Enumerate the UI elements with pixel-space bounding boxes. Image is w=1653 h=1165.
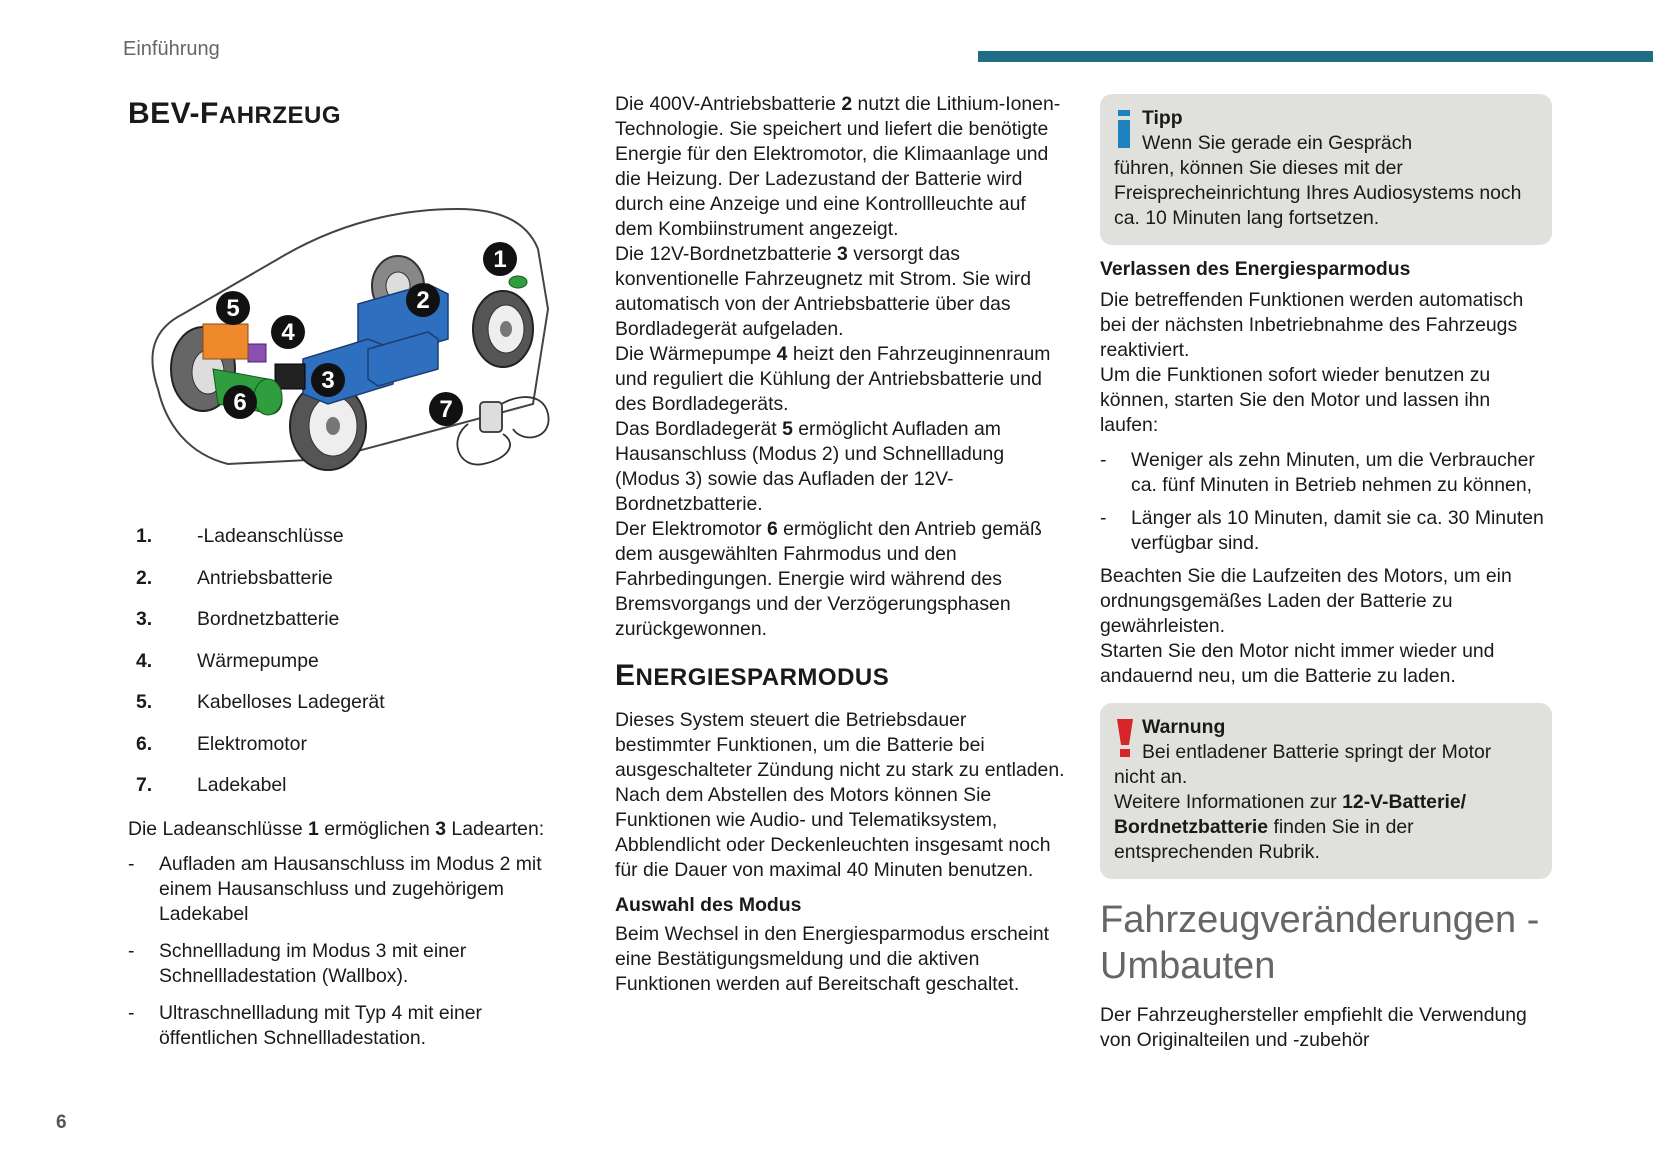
legend-label: Wärmepumpe [197, 649, 319, 672]
warning-icon [1114, 719, 1136, 757]
heading-initial: E [615, 659, 636, 692]
body-text: Die Wärmepumpe [615, 343, 777, 365]
body-text: heizt den Fahrzeuginnenraum und reguliert die Kühlung der Antriebsbatterie und des Bordladegeräts. [615, 343, 1051, 415]
body-text: Das Bordladegerät [615, 418, 783, 440]
drive-battery-paragraph [615, 92, 1065, 242]
mode-selection-paragraph: Beim Wechsel in den Energiesparmodus erscheint eine Bestätigungsmeldung und die aktiven Funktionen werden auf Bereitschaft geschaltet. [615, 923, 1049, 995]
column-right [1100, 92, 1552, 1053]
legend-number: 6. [136, 732, 153, 755]
legend-item [128, 566, 578, 608]
charger-paragraph [615, 417, 1065, 517]
list-item-text: Schnellladung im Modus 3 mit einer Schnellladestation (Wallbox). [159, 939, 467, 987]
intro-text: ermöglichen [318, 817, 436, 840]
intro-text: Ladearten: [446, 817, 545, 840]
legend-number: 7. [136, 774, 153, 796]
leave-mode-paragraph: Um die Funktionen sofort wieder benutzen zu können, starten Sie den Motor und lassen ihn laufen: [1100, 364, 1491, 436]
legend-number: 3. [136, 608, 153, 630]
header-accent-bar [978, 51, 1653, 62]
legend-label: Kabelloses Ladegerät [197, 691, 385, 713]
list-item-text: Länger als 10 Minuten, damit sie ca. 30 Minuten verfügbar sind. [1131, 507, 1544, 554]
body-text: ermöglicht den Antrieb gemäß dem ausgewählten Fahrmodus und den Fahrbedingungen. Energie wird während des Bremsvorgangs und der Verzögerungsphasen zurückgewonnen. [615, 518, 1042, 640]
legend-item [128, 773, 578, 815]
engine-note-paragraph: Beachten Sie die Laufzeiten des Motors, um ein ordnungsgemäßes Laden der Batterie zu gewährleisten. [1100, 565, 1512, 637]
legend-item [128, 607, 578, 649]
page-title-rest: AHRZEUG [218, 102, 342, 129]
legend-item [128, 649, 578, 691]
info-icon [1114, 110, 1136, 148]
tip-title: Tipp [1142, 107, 1183, 129]
intro-ref-1: 1 [308, 817, 319, 840]
motor-paragraph [615, 517, 1065, 642]
leave-mode-paragraph: Die betreffenden Funktionen werden automatisch bei der nächsten Inbetriebnahme des Fahrzeugs reaktiviert. [1100, 289, 1524, 361]
list-item: - Weniger als zehn Minuten, um die Verbraucher ca. fünf Minuten in Betrieb nehmen zu können, [1100, 448, 1552, 498]
component-legend [128, 524, 578, 815]
tip-box [1100, 94, 1552, 245]
legend-number: 5. [136, 691, 153, 713]
heading-rest: NERGIESPARMODUS [635, 664, 890, 691]
body-text: versorgt das konventionelle Fahrzeugnetz mit Strom. Sie wird automatisch von der Antriebsbatterie über das Bordladegerät aufgeladen. [615, 243, 1032, 340]
list-item: - Aufladen am Hausanschluss im Modus 2 mit einem Hausanschluss und zugehörigem Ladekabel [128, 852, 578, 927]
callout-5: 5 [226, 295, 240, 322]
aux-battery-paragraph [615, 242, 1065, 342]
page-title-initial: BEV-F [128, 97, 219, 130]
ref-number: 4 [776, 343, 788, 365]
energy-saving-paragraph: Nach dem Abstellen des Motors können Sie Funktionen wie Audio- und Telematiksystem, Abblendlicht oder Deckenleuchten insgesamt noch für die Dauer von maximal 40 Minuten benutzen. [615, 784, 1051, 881]
warning-link-text: 12-V-Batterie/ Bordnetzbatterie [1114, 791, 1467, 838]
section-header: Einführung [123, 38, 220, 60]
list-item: - Ultraschnellladung mit Typ 4 mit einer öffentlichen Schnellladestation. [128, 1001, 578, 1051]
tip-text: Wenn Sie gerade ein Gespräch [1142, 132, 1413, 154]
callout-1: 1 [493, 246, 507, 273]
legend-item [128, 732, 578, 774]
body-text: nutzt die Lithium-Ionen-Technologie. Sie speichert und liefert die benötigte Energie für den Elektromotor, die Klimaanlage und die Heizung. Der Ladezustand der Batterie wird durch eine Anzeige und eine Kontrollleuchte auf dem Kombiinstrument angezeigt. [615, 93, 1061, 240]
body-text: Die 400V-Antriebsbatterie [615, 93, 842, 115]
legend-item [128, 690, 578, 732]
vehicle-diagram [128, 164, 578, 494]
callout-2: 2 [416, 287, 430, 314]
page-title [128, 94, 578, 136]
charging-intro [128, 817, 578, 842]
callout-3: 3 [321, 367, 335, 394]
warning-text: Weitere Informationen zur [1114, 791, 1343, 813]
heat-pump-shape [248, 344, 266, 362]
warning-text: Bei entladener Batterie springt der Motor [1142, 741, 1492, 763]
callout-6: 6 [233, 389, 247, 416]
engine-run-list [1100, 448, 1552, 556]
legend-item [128, 524, 578, 566]
warning-text: finden Sie in der entsprechenden Rubrik. [1114, 816, 1414, 863]
energy-saving-paragraph: Dieses System steuert die Betriebsdauer bestimmter Funktionen, um die Batterie bei ausgeschalteter Zündung nicht zu stark zu entladen. [615, 709, 1065, 781]
warning-text: nicht an. [1114, 766, 1188, 788]
vehicle-diagram-svg [128, 164, 578, 494]
ref-number: 3 [837, 243, 848, 265]
modifications-heading: Fahrzeugveränderungen - Umbauten [1100, 899, 1540, 987]
legend-label: Ladekabel [197, 774, 287, 796]
ref-number: 6 [766, 518, 778, 540]
body-text: Der Elektromotor [615, 518, 767, 540]
ref-number: 2 [841, 93, 853, 115]
mode-selection-heading: Auswahl des Modus [615, 894, 802, 916]
list-item-text: Weniger als zehn Minuten, um die Verbraucher ca. fünf Minuten in Betrieb nehmen zu können, [1131, 449, 1535, 496]
legend-number: 4. [136, 649, 153, 672]
heat-pump-paragraph [615, 342, 1065, 417]
rear-lower-wheel [473, 291, 533, 367]
charging-port-shape [509, 276, 527, 288]
column-left [128, 92, 578, 1063]
legend-label: Antriebsbatterie [197, 566, 333, 589]
legend-label: Bordnetzbatterie [197, 608, 340, 630]
energy-saving-heading [615, 656, 1065, 698]
list-item: - Länger als 10 Minuten, damit sie ca. 30 Minuten verfügbar sind. [1100, 506, 1552, 556]
list-item-text: Aufladen am Hausanschluss im Modus 2 mit einem Hausanschluss und zugehörigem Ladekabel [159, 852, 542, 925]
warning-box [1100, 703, 1552, 879]
engine-note-paragraph: Starten Sie den Motor nicht immer wieder und andauernd neu, um die Batterie zu laden. [1100, 640, 1495, 687]
legend-number: 1. [136, 525, 153, 547]
intro-ref-2: 3 [435, 817, 447, 840]
leave-mode-heading: Verlassen des Energiesparmodus [1100, 258, 1411, 280]
intro-text: Die Ladeanschlüsse [128, 817, 309, 840]
charger-shape [203, 324, 248, 359]
callout-7: 7 [439, 396, 453, 423]
aux-battery-shape [275, 364, 305, 389]
body-text: Die 12V-Bordnetzbatterie [615, 243, 838, 265]
ref-number: 5 [782, 418, 793, 440]
body-text: ermöglicht Aufladen am Hausanschluss (Modus 2) und Schnellladung (Modus 3) sowie das Aufladen der 12V-Bordnetzbatterie. [615, 418, 1005, 515]
modifications-paragraph: Der Fahrzeughersteller empfiehlt die Verwendung von Originalteilen und -zubehör [1100, 1004, 1527, 1051]
column-middle [615, 92, 1065, 997]
page-number: 6 [56, 1112, 67, 1133]
callout-4: 4 [281, 319, 295, 346]
tip-text: führen, können Sie dieses mit der Freisprecheinrichtung Ihres Audiosystems noch ca. 10 Minuten lang fortsetzen. [1114, 157, 1522, 229]
warning-title: Warnung [1142, 716, 1226, 738]
legend-number: 2. [136, 566, 153, 589]
legend-label: Elektromotor [197, 732, 307, 755]
list-item: - Schnellladung im Modus 3 mit einer Schnellladestation (Wallbox). [128, 939, 578, 989]
charging-modes-list [128, 852, 578, 1051]
list-item-text: Ultraschnellladung mit Typ 4 mit einer öffentlichen Schnellladestation. [159, 1001, 482, 1049]
warning-reference [1114, 790, 1538, 865]
legend-label: -Ladeanschlüsse [197, 525, 344, 547]
